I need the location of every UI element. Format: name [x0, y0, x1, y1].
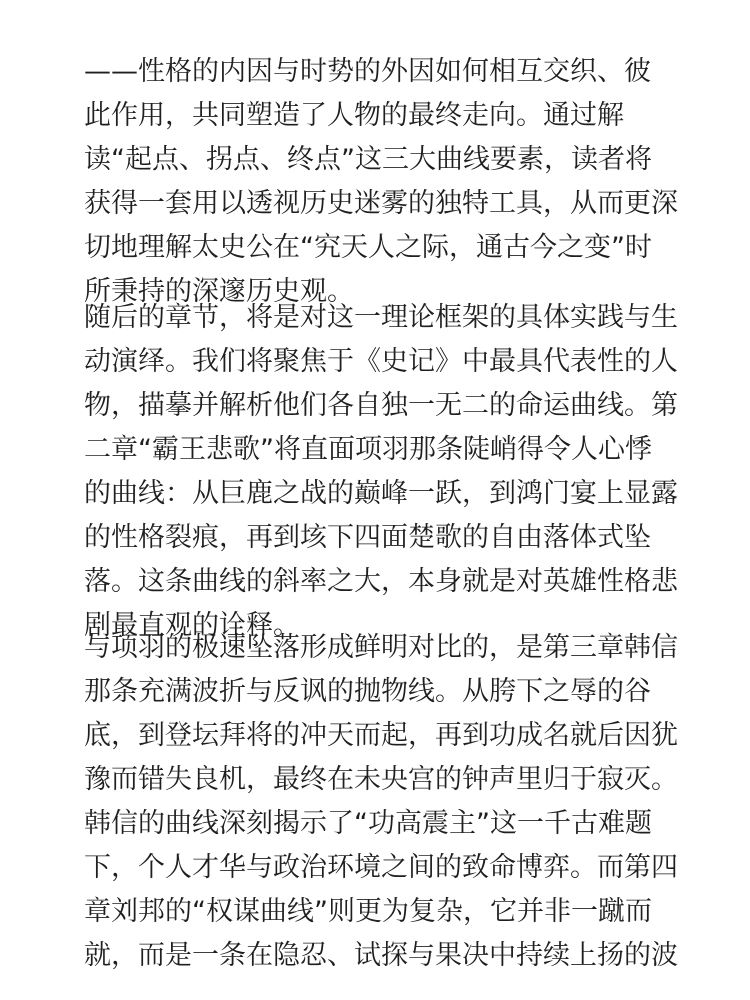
text-line: 下，个人才华与政治环境之间的致命博弈。而第四	[84, 852, 678, 883]
paragraph-2	[84, 296, 684, 648]
text-line: 读“起点、拐点、终点”这三大曲线要素，读者将	[84, 144, 652, 175]
paragraph-3	[84, 626, 684, 978]
text-line: 底，到登坛拜将的冲天而起，再到功成名就后因犹	[84, 720, 678, 751]
text-line: 所秉持的深邃历史观。	[84, 276, 354, 307]
text-line: 随后的章节，将是对这一理论框架的具体实践与生	[84, 302, 678, 333]
text-line: ——性格的内因与时势的外因如何相互交织、彼	[84, 56, 651, 87]
text-line: 与项羽的极速坠落形成鲜明对比的，是第三章韩信	[84, 632, 678, 663]
text-line: 动演绎。我们将聚焦于《史记》中最具代表性的人	[84, 346, 678, 377]
text-line: 落。这条曲线的斜率之大，本身就是对英雄性格悲	[84, 566, 678, 597]
text-line: 那条充满波折与反讽的抛物线。从胯下之辱的谷	[84, 676, 651, 707]
text-line: 韩信的曲线深刻揭示了“功高震主”这一千古难题	[84, 808, 652, 839]
text-line: 剧最直观的诠释。	[84, 610, 300, 641]
text-line: 就，而是一条在隐忍、试探与果决中持续上扬的波	[84, 940, 678, 971]
text-line: 切地理解太史公在“究天人之际，通古今之变”时	[84, 232, 652, 263]
text-line: 的曲线：从巨鹿之战的巅峰一跃，到鸿门宴上显露	[84, 478, 678, 509]
text-line: 章刘邦的“权谋曲线”则更为复杂，它并非一蹴而	[84, 896, 652, 927]
text-line: 二章“霸王悲歌”将直面项羽那条陡峭得令人心悸	[84, 434, 652, 465]
text-line: 获得一套用以透视历史迷雾的独特工具，从而更深	[84, 188, 678, 219]
text-line: 的性格裂痕，再到垓下四面楚歌的自由落体式坠	[84, 522, 651, 553]
text-line: 此作用，共同塑造了人物的最终走向。通过解	[84, 100, 624, 131]
text-line: 豫而错失良机，最终在未央宫的钟声里归于寂灭。	[84, 764, 678, 795]
text-line: 物，描摹并解析他们各自独一无二的命运曲线。第	[84, 390, 678, 421]
paragraph-1	[84, 50, 684, 314]
